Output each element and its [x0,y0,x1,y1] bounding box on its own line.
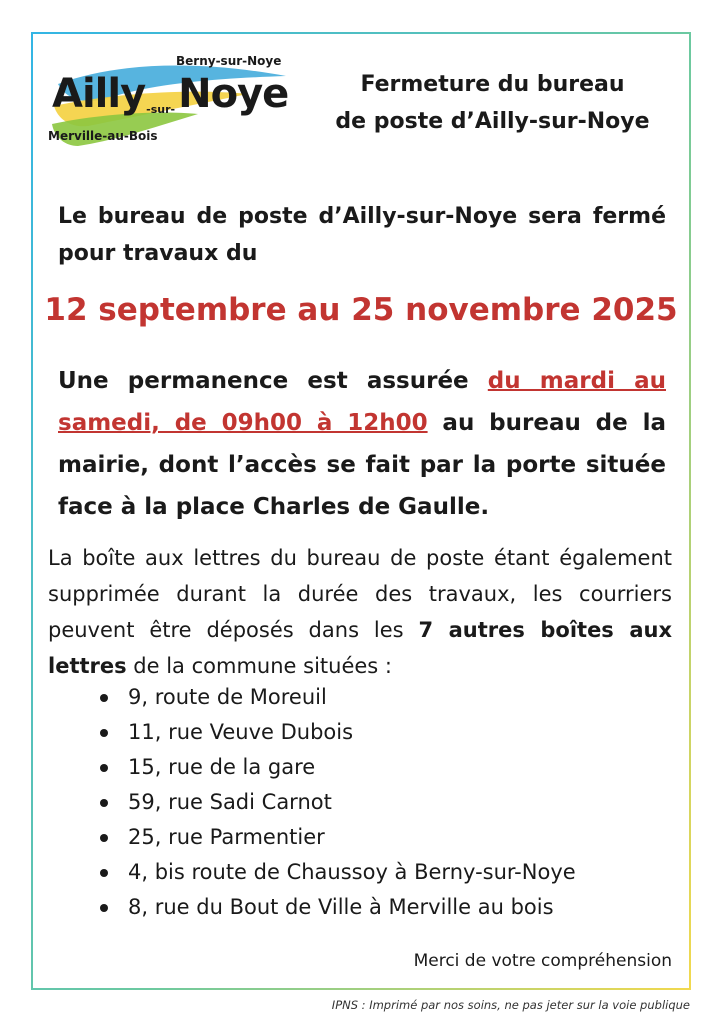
bullet-icon [100,729,108,737]
thanks-text: Merci de votre compréhension [413,951,672,971]
permanence-text-before: Une permanence est assurée [58,368,488,394]
logo-bottom-text: Merville-au-Bois [48,129,158,143]
mailbox-paragraph [48,540,672,684]
closure-date-range: 12 septembre au 25 novembre 2025 [44,292,678,328]
address-text: 9, route de Moreuil [128,685,327,709]
logo-top-text: Berny-sur-Noye [176,54,282,68]
address-text: 11, rue Veuve Dubois [128,720,354,744]
list-item [98,855,576,890]
logo-main-right: Noye [178,71,289,117]
page-title [300,66,685,140]
logo-main-sur: -sur- [146,103,176,116]
bullet-icon [100,764,108,772]
page-title-line-1: Fermeture du bureau [360,72,625,97]
list-item [98,715,576,750]
bullet-icon [100,799,108,807]
list-item [98,820,576,855]
mailbox-text-bold: 7 autres boîtes aux lettres [48,618,672,678]
bullet-icon [100,694,108,702]
list-item [98,785,576,820]
ipns-footer-note: IPNS : Imprimé par nos soins, ne pas jeter sur la voie publique [331,998,690,1012]
bullet-icon [100,834,108,842]
list-item [98,680,576,715]
address-text: 8, rue du Bout de Ville à Merville au bois [128,895,554,919]
town-logo [48,54,293,149]
permanence-paragraph [58,360,666,528]
intro-paragraph: Le bureau de poste d’Ailly-sur-Noye sera fermé pour travaux du [58,204,666,266]
bullet-icon [100,869,108,877]
mailbox-address-list [98,680,576,925]
address-text: 4, bis route de Chaussoy à Berny-sur-Noye [128,860,576,884]
mailbox-text-after: de la commune situées : [126,654,392,678]
list-item [98,890,576,925]
logo-main-left: Ailly [52,71,146,117]
permanence-hours-highlight: du mardi au samedi, de 09h00 à 12h00 [58,368,666,436]
address-text: 25, rue Parmentier [128,825,325,849]
logo-main-text [52,70,288,134]
list-item [98,750,576,785]
address-text: 15, rue de la gare [128,755,316,779]
page-title-line-2: de poste d’Ailly-sur-Noye [335,109,650,134]
mailbox-text-before: La boîte aux lettres du bureau de poste étant également supprimée durant la durée des travaux, les courriers peuvent être déposés dans les [48,546,672,642]
permanence-text-after: au bureau de la mairie, dont l’accès se fait par la porte située face à la place Charles de Gaulle. [58,410,666,520]
address-text: 59, rue Sadi Carnot [128,790,332,814]
bullet-icon [100,904,108,912]
